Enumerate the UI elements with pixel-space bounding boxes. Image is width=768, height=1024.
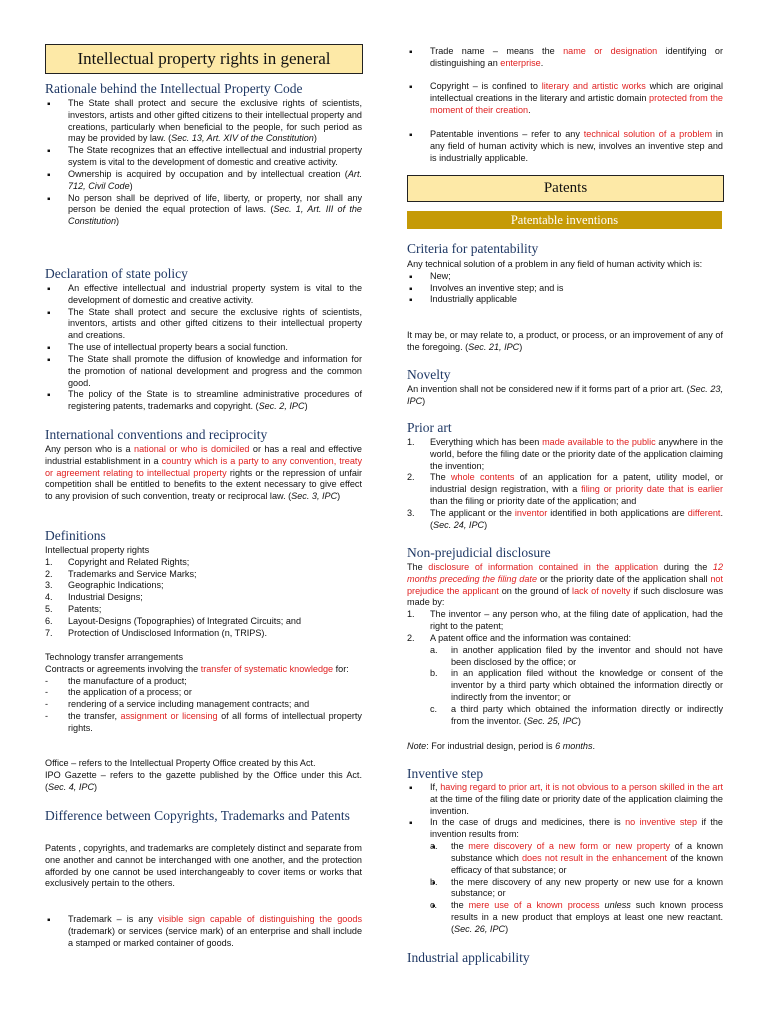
list-item: 4. Industrial Designs; (45, 592, 143, 603)
list-item: ▪ An effective intellectual and industrial property system is vital to the development of domestic and creative activity. (45, 283, 362, 307)
patentable-inventions-bar (407, 211, 722, 229)
section-heading-international: International conventions and reciprocity (45, 427, 268, 442)
main-title: Intellectual property rights in general (77, 49, 331, 68)
criteria-block: Any technical solution of a problem in any field of human activity which is: ▪ New; ▪ Involves an inventive step; and is ▪ Industrially applicable (407, 259, 723, 306)
patentable-inventions-label: Patentable inventions (510, 213, 619, 227)
list-item: ▪ The State shall protect and secure the exclusive rights of scientists, investors, artists and other gifted citizens to their intellectual property and creations, particularly when beneficial to the people, for such period as may be provided by law. (Sec. 13, Art. XIV of the Constitution) (45, 98, 362, 145)
inventive-step-block (407, 782, 723, 936)
note-design-period: Note: For industrial design, period is 6 months. (407, 741, 596, 751)
list-item: ▪ The policy of the State is to streamline administrative procedures of registering patents, trademarks and copyright. (Sec. 2, IPC) (45, 389, 362, 413)
list-item: 2. Trademarks and Service Marks; (45, 568, 197, 579)
rationale-list (45, 98, 362, 228)
list-item: 1. Everything which has been made available to the public anywhere in the world, before the filing date or the priority date of the application claiming the invention; (407, 437, 723, 471)
list-item: ▪ b. the mere discovery of any new property or new use for a known substance; or (430, 877, 723, 901)
section-heading-difference: Difference between Copyrights, Trademarks and Patents (45, 808, 350, 823)
section-heading-prior-art: Prior art (407, 420, 452, 435)
list-item: ▪ a. the mere discovery of a new form or new property of a known substance which does not result in the enhancement of the known efficacy of that substance; or (430, 841, 723, 876)
novelty-paragraph: An invention shall not be considered new if it forms part of a prior art. (Sec. 23, IPC) (407, 384, 723, 406)
list-item: ▪ If, having regard to prior art, it is not obvious to a person skilled in the art at the time of the filing date or priority date of the application claiming the invention. (407, 782, 723, 817)
list-item: - the transfer, assignment or licensing of all forms of intellectual property rights. (45, 711, 362, 733)
list-item: ▪ Trademark – is any visible sign capable of distinguishing the goods (trademark) or services (service mark) of an enterprise and shall include a stamped or marked container of goods. (45, 914, 362, 949)
tech-transfer-title: Technology transfer arrangements (45, 652, 183, 662)
list-item: ▪ Involves an inventive step; and is (407, 283, 723, 295)
trade-name-definition (407, 46, 723, 70)
list-item: ▪ New; (407, 271, 723, 283)
tech-transfer-block: Technology transfer arrangements Contracts or agreements involving the transfer of systematic knowledge for: - the manufacture of a product; - the application of a process; or - rendering of a service including management contracts; and - the transfer, assignment or licensing of all forms of intellectual property rights. (45, 652, 362, 733)
section-heading-policy: Declaration of state policy (45, 266, 188, 281)
list-item: 2. A patent office and the information was contained: a. in another application filed by the inventor and should not have been disclosed by the office; or b. in an application filed without the knowledge or consent of the inventor by a third party which obtained the information directly or indirectly from the inventor; or c. a third party which obtained the information directly or indirectly from the inventor. (Sec. 25, IPC) (407, 632, 723, 726)
list-item: 2. The whole contents of an application for a patent, utility model, or industrial design registration, with a filing or priority date that is earlier than the filing or priority date of the application; and (407, 472, 723, 507)
section-heading-rationale: Rationale behind the Intellectual Property Code (45, 81, 303, 96)
definitions-block (45, 545, 362, 640)
criteria-paragraph: It may be, or may relate to, a product, or process, or an improvement of any of the foregoing. (Sec. 21, IPC) (407, 330, 723, 352)
list-item: b. in an application filed without the knowledge or consent of the inventor by a third party which obtained the information directly or indirectly from the inventor; or (430, 668, 723, 702)
list-item: a. in another application filed by the inventor and should not have been disclosed by the office; or (430, 644, 723, 667)
patentable-inventions-definition (407, 129, 723, 164)
list-item: ▪ c. the mere use of a known process unless such known process results in a new product that employs at least one new reactant. (Sec. 26, IPC) (430, 900, 723, 935)
definitions-subtitle: Intellectual property rights (45, 545, 150, 555)
list-item: 5. Patents; (45, 604, 102, 615)
policy-list (45, 283, 362, 413)
copyright-definition (407, 81, 723, 116)
list-item: ▪ The State recognizes that an effective intellectual and industrial property system is vital to the development of domestic and creative activity. (45, 145, 362, 169)
patents-title-box (407, 175, 724, 202)
list-item: ▪ The use of intellectual property bears a social function. (45, 342, 362, 354)
list-item: c. a third party which obtained the information directly or indirectly from the inventor. (Sec. 25, IPC) (430, 703, 723, 726)
list-item: ▪ Ownership is acquired by occupation and by intellectual creation (Art. 712, Civil Code) (45, 169, 362, 193)
list-item: - the application of a process; or (45, 687, 192, 698)
non-prejudicial-block: The disclosure of information contained in the application during the 12 months preceding the filing date or the priority date of the application shall not prejudice the applicant on the ground of lack of novelty if such disclosure was made by: 1. The inventor – any person who, at the filing date of application, had the right to the patent; 2. A patent office and the information was contained: a. in another application filed by the inventor and should not have been disclosed by the office; or b. in an application filed without the knowledge or consent of the inventor by a third party which obtained the information directly or indirectly from the inventor; or c. a third party which obtained the information directly or indirectly from the inventor. (Sec. 25, IPC) (407, 562, 724, 726)
patents-title: Patents (543, 180, 588, 196)
list-item: - the manufacture of a product; (45, 675, 187, 686)
section-heading-industrial-applicability: Industrial applicability (407, 950, 530, 965)
list-item: ▪ Copyright – is confined to literary and artistic works which are original intellectual creations in the literary and artistic domain protected from the moment of their creation. (407, 81, 723, 116)
list-item: ▪ The State shall promote the diffusion of knowledge and information for the promotion of national development and progress and the common good. (45, 354, 362, 389)
list-item: ▪ Trade name – means the name or designation identifying or distinguishing an enterprise. (407, 46, 723, 70)
section-heading-novelty: Novelty (407, 367, 451, 382)
list-item: 6. Layout-Designs (Topographies) of Integrated Circuits; and (45, 615, 302, 626)
office-definition: Office – refers to the Intellectual Property Office created by this Act. IPO Gazette – refers to the gazette published by the Office under this Act. (Sec. 4, IPC) (45, 758, 362, 792)
list-item: 3. Geographic Indications; (45, 580, 164, 591)
main-title-box (45, 44, 363, 74)
list-item: ▪ The State shall protect and secure the exclusive rights of scientists, inventors, artists and other gifted citizens to their intellectual property and creations. (45, 307, 362, 342)
section-heading-definitions: Definitions (45, 528, 106, 543)
list-item: 3. The applicant or the inventor identified in both applications are different. (Sec. 24, IPC) (407, 507, 723, 530)
list-item: 1. Copyright and Related Rights; (45, 556, 190, 567)
international-paragraph: Any person who is a national or who is domiciled or has a real and effective industrial establishment in a country which is a party to any convention, treaty or agreement relating to intellectual property rights or the repression of unfair competition shall be entitled to benefits to the extent necessary to give effect to any provision of such convention, treaty or reciprocal law. (Sec. 3, IPC) (45, 444, 362, 502)
difference-paragraph: Patents , copyrights, and trademarks are completely distinct and separate from one another and cannot be interchanged with one another, and the protection afforded by one cannot be used interchangeably to cover items or works that exclusively pertain to the others. (45, 843, 362, 889)
list-item: ▪ Patentable inventions – refer to any technical solution of a problem in any field of human activity which is new, involves an inventive step and is industrially applicable. (407, 129, 723, 164)
list-item: 1. The inventor – any person who, at the filing date of application, had the right to the patent; (407, 609, 723, 632)
section-heading-inventive-step: Inventive step (407, 766, 484, 781)
list-item: ▪ In the case of drugs and medicines, there is no inventive step if the invention results from: ▪ a. the mere discovery of a new form or new property of a known substance which does not result in the enhancement of the known efficacy of that substance; or ▪ b. the mere discovery of any new property or new use for a known substance; or ▪ c. the mere use of a known process unless such known process results in a new product that employs at least one new reactant. (Sec. 26, IPC) (407, 817, 723, 935)
prior-art-list (407, 437, 723, 532)
section-heading-criteria: Criteria for patentability (407, 241, 539, 256)
list-item: ▪ No person shall be deprived of life, liberty, or property, nor shall any person be denied the equal protection of laws. (Sec. 1, Art. III of the Constitution) (45, 193, 362, 228)
list-item: - rendering of a service including management contracts; and (45, 699, 310, 710)
trademark-definition (45, 914, 362, 949)
list-item: ▪ Industrially applicable (407, 294, 723, 306)
section-heading-non-prejudicial: Non-prejudicial disclosure (407, 545, 551, 560)
list-item: 7. Protection of Undisclosed Information (n, TRIPS). (45, 627, 267, 638)
